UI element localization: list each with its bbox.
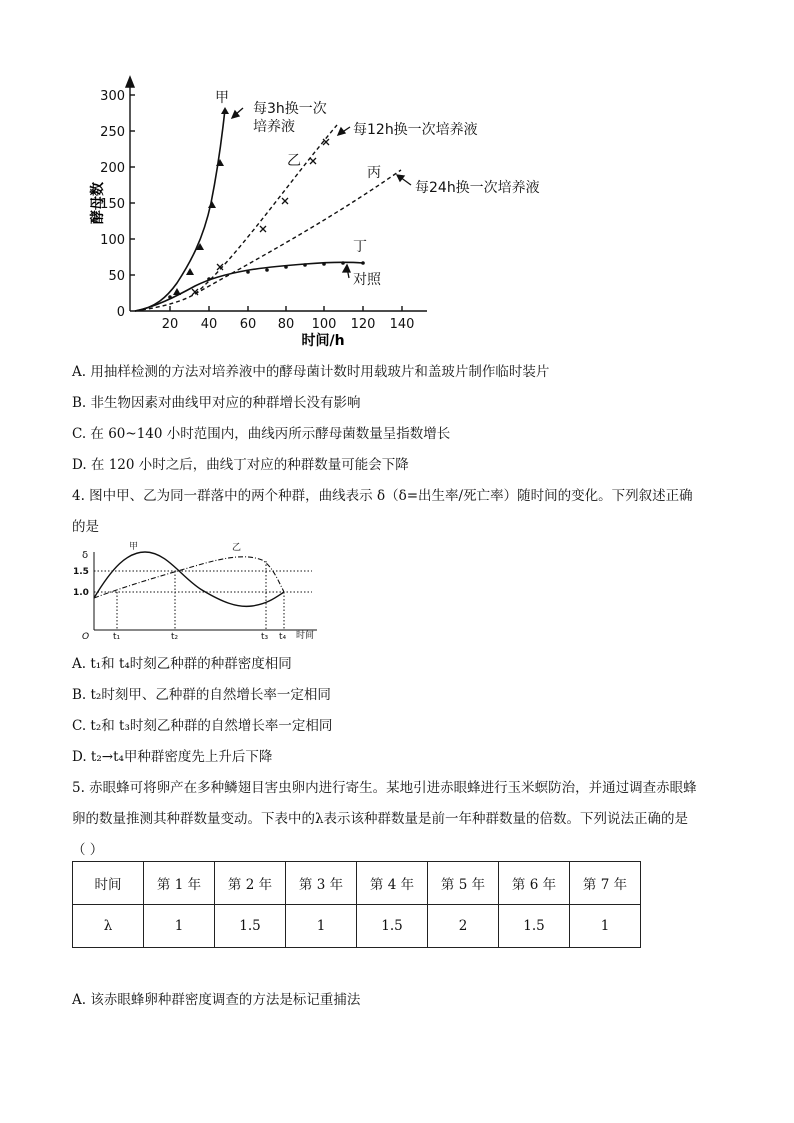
q5-stem-line-3: （ ） <box>72 842 104 858</box>
x-tick-100: 100 <box>311 317 337 332</box>
table-cell: 第 5 年 <box>428 862 499 905</box>
table-cell: 第 7 年 <box>570 862 641 905</box>
table-cell: 1.5 <box>499 905 570 948</box>
table-cell: 1 <box>144 905 215 948</box>
table-header-row <box>73 862 641 905</box>
table-cell: 第 6 年 <box>499 862 570 905</box>
lambda-table <box>72 861 641 948</box>
q4-option-c: C. t₂和 t₃时刻乙种群的自然增长率一定相同 <box>72 718 333 734</box>
curve-yi <box>135 125 337 311</box>
table-row <box>73 905 641 948</box>
label-ding: 丁 <box>353 239 367 255</box>
q5-stem-line-1: 5. 赤眼蜂可将卵产在多种鳞翅目害虫卵内进行寄生。某地引进赤眼蜂进行玉米螟防治，并通过调查赤眼蜂 <box>72 780 697 796</box>
t3-label: t₃ <box>261 632 269 642</box>
x-axis-label: 时间/h <box>301 333 345 349</box>
q3-option-d: D. 在 120 小时之后，曲线丁对应的种群数量可能会下降 <box>72 457 409 473</box>
t1-label: t₁ <box>113 632 121 642</box>
y-tick-200: 200 <box>100 161 125 176</box>
table-cell: 1 <box>286 905 357 948</box>
x-axis-label: 时间 <box>296 631 315 641</box>
y-tick-100: 100 <box>100 233 125 248</box>
q3-option-c: C. 在 60~140 小时范围内，曲线丙所示酵母菌数量呈指数增长 <box>72 426 451 442</box>
x-tick-60: 60 <box>239 317 257 332</box>
table-cell: 1.5 <box>215 905 286 948</box>
x-tick-80: 80 <box>277 317 295 332</box>
label-yi: 乙 <box>232 543 242 553</box>
x-tick-20: 20 <box>161 317 179 332</box>
q4-option-a: A. t₁和 t₄时刻乙种群的种群密度相同 <box>72 656 292 672</box>
q4-stem-line-2: 的是 <box>72 519 99 535</box>
y-tick-1-5: 1.5 <box>73 567 89 577</box>
label-bing-note: 每24h换一次培养液 <box>415 180 540 196</box>
table-cell: 第 2 年 <box>215 862 286 905</box>
table-cell: 1.5 <box>357 905 428 948</box>
table-cell: 时间 <box>73 862 144 905</box>
t4-label: t₄ <box>279 632 287 642</box>
table-cell: λ <box>73 905 144 948</box>
y-tick-250: 250 <box>100 125 125 140</box>
label-jia: 甲 <box>129 542 139 552</box>
curve-yi-markers <box>192 139 329 295</box>
label-jia-note-2: 培养液 <box>253 119 295 135</box>
x-tick-40: 40 <box>200 317 218 332</box>
table-cell: 第 4 年 <box>357 862 428 905</box>
label-yi: 乙 <box>287 153 301 169</box>
y-tick-300: 300 <box>100 89 125 104</box>
delta-label: δ <box>82 550 89 561</box>
table-cell: 2 <box>428 905 499 948</box>
label-yi-note: 每12h换一次培养液 <box>353 122 478 138</box>
yeast-growth-chart <box>90 75 555 350</box>
q4-option-d: D. t₂→t₄甲种群密度先上升后下降 <box>72 749 273 765</box>
y-tick-0: 0 <box>116 305 125 320</box>
curve-ding <box>135 262 363 311</box>
table-cell: 第 3 年 <box>286 862 357 905</box>
label-bing: 丙 <box>367 165 381 181</box>
origin-label: O <box>82 632 90 642</box>
label-jia: 甲 <box>215 90 229 106</box>
curve-jia <box>94 552 284 606</box>
delta-time-chart <box>72 538 334 644</box>
x-tick-120: 120 <box>350 317 376 332</box>
q5-option-a: A. 该赤眼蜂卵种群密度调查的方法是标记重捕法 <box>72 992 361 1008</box>
q3-option-b: B. 非生物因素对曲线甲对应的种群增长没有影响 <box>72 395 361 411</box>
label-ding-note: 对照 <box>353 272 381 288</box>
y-tick-50: 50 <box>108 269 125 284</box>
y-tick-150: 150 <box>100 197 125 212</box>
y-axis-arrow <box>126 77 134 87</box>
y-tick-1-0: 1.0 <box>73 588 89 598</box>
t2-label: t₂ <box>171 632 179 642</box>
q4-option-b: B. t₂时刻甲、乙种群的自然增长率一定相同 <box>72 687 331 703</box>
y-axis-label: 酵母数 <box>90 182 106 224</box>
label-jia-note-1: 每3h换一次 <box>253 101 327 117</box>
x-tick-140: 140 <box>389 317 415 332</box>
table-cell: 第 1 年 <box>144 862 215 905</box>
q5-stem-line-2: 卵的数量推测其种群数量变动。下表中的λ表示该种群数量是前一年种群数量的倍数。下列说法正确的是 <box>72 811 689 827</box>
curve-jia <box>135 109 225 311</box>
q4-stem-line-1: 4. 图中甲、乙为同一群落中的两个种群，曲线表示 δ（δ=出生率/死亡率）随时间的变化。下列叙述正确 <box>72 488 693 504</box>
table-cell: 1 <box>570 905 641 948</box>
q3-option-a: A. 用抽样检测的方法对培养液中的酵母菌计数时用载玻片和盖玻片制作临时装片 <box>72 364 550 380</box>
